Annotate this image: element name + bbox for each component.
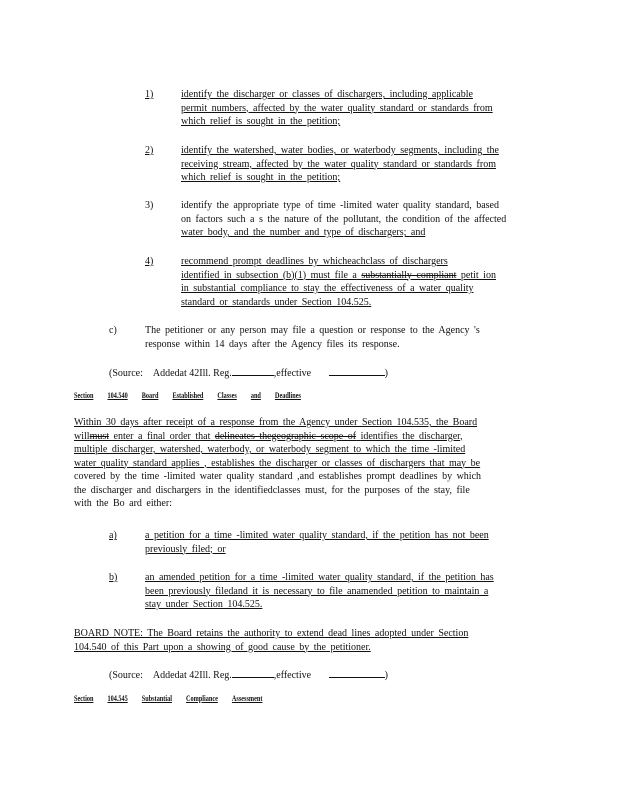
section-540-heading: [74, 391, 301, 401]
sub-item-a-line-2: previously filed; or: [145, 543, 226, 555]
section-540-w4: and: [250, 391, 261, 400]
section-540-w1: Board: [141, 391, 159, 400]
source-1-text: Addedat 42Ill. Reg.: [152, 368, 232, 379]
item-4-line-2-text: identified in subsection (b)(1) must file a: [181, 269, 357, 281]
section-540-label: Section: [74, 391, 94, 400]
source-1-close: ): [384, 368, 388, 379]
main-line-1: Within 30 days after receipt of a response from the Agency under Section 104.535, the Board: [74, 417, 478, 428]
section-545-number: 104.545: [107, 694, 128, 703]
main-line-2-struck-scope: delineates thegeographic scope of: [214, 430, 357, 442]
source-note-1: [109, 367, 388, 380]
item-4-number: 4): [145, 256, 154, 267]
section-545-w1: Substantial: [141, 694, 172, 703]
main-line-2-end: identifies the discharger,: [360, 430, 463, 442]
section-540-w5: Deadlines: [274, 391, 301, 400]
main-line-5: covered by the time -limited water quality standard ,and establishes prompt deadlines by which: [74, 471, 482, 482]
item-1-number: 1): [145, 89, 154, 100]
item-4-line-3: in substantial compliance to stay the effectiveness of a water quality: [181, 283, 474, 294]
section-540-w2: Established: [172, 391, 204, 400]
section-540-w3: Classes: [217, 391, 237, 400]
sub-item-b-line-2: been previously filedand it is necessary to file anamended petition to maintain a: [145, 585, 489, 597]
source-1-open: (Source:: [109, 368, 143, 379]
main-line-2: [74, 430, 481, 444]
main-line-6: the discharger and dischargers in the identifiedclasses must, for the purposes of the stay, file: [74, 484, 470, 496]
item-1-line-2: permit numbers, affected by the water quality standard or standards from: [181, 102, 493, 114]
section-540-number: 104.540: [107, 391, 128, 400]
source-2-date-blank: [329, 677, 385, 678]
section-545-label: Section: [74, 694, 94, 703]
sub-item-a-text: [145, 529, 489, 556]
section-545-heading: [74, 694, 262, 704]
source-note-2: [109, 669, 388, 682]
para-c-label: c): [109, 325, 117, 336]
main-line-2-mid: enter a final order that: [113, 430, 211, 442]
section-545-w2: Compliance: [185, 694, 218, 703]
source-1-date-blank: [329, 375, 385, 376]
main-line-7: with the Bo ard either:: [74, 498, 172, 509]
main-line-2-struck-must: must: [89, 430, 110, 442]
board-note-line-1: BOARD NOTE: The Board retains the authority to extend dead lines adopted under Section: [74, 628, 469, 639]
board-note-line-2: 104.540 of this Part upon a showing of good cause by the petitioner.: [74, 641, 371, 653]
item-3-number: 3): [145, 200, 154, 211]
main-line-2-will: will: [74, 430, 90, 442]
sub-item-b-text: [145, 571, 494, 612]
item-3-line-2: on factors such a s the nature of the pollutant, the condition of the affected: [181, 213, 507, 225]
source-1-reg-blank: [232, 375, 274, 376]
board-note: [74, 627, 468, 654]
main-line-4: water quality standard applies , establishes the discharger or classes of dischargers that may be: [74, 457, 481, 469]
main-line-3: multiple discharger, watershed, waterbody, or waterbody segment to which the time -limited: [74, 444, 466, 455]
item-3-line-3: water body, and the number and type of dischargers; and: [181, 227, 426, 238]
item-2-line-3: which relief is sought in the petition;: [181, 172, 341, 183]
sub-item-b-line-1: an amended petition for a time -limited water quality standard, if the petition has: [145, 572, 494, 583]
item-1-line-3: which relief is sought in the petition;: [181, 116, 341, 127]
item-3-text: [181, 199, 506, 240]
para-c-line-2: response within 14 days after the Agency files its response.: [145, 338, 400, 350]
source-2-reg-blank: [232, 677, 274, 678]
item-1-line-1: identify the discharger or classes of dischargers, including applicable: [181, 89, 473, 100]
source-2-effective: ,effective: [273, 670, 312, 681]
source-1-effective: ,effective: [273, 368, 312, 379]
para-c-text: [145, 324, 480, 351]
item-4-text: [181, 255, 496, 309]
sub-item-a-line-1: a petition for a time -limited water quality standard, if the petition has not been: [145, 530, 489, 541]
source-2-text: Addedat 42Ill. Reg.: [152, 670, 232, 681]
item-2-number: 2): [145, 145, 154, 156]
item-2-line-1: identify the watershed, water bodies, or waterbody segments, including the: [181, 145, 499, 156]
item-4-line-2-end: petit ion: [460, 269, 496, 281]
main-paragraph: [74, 416, 481, 511]
item-1-text: [181, 88, 493, 129]
source-2-open: (Source:: [109, 670, 143, 681]
item-2-line-2: receiving stream, affected by the water quality standard or standards from: [181, 158, 496, 170]
item-4-line-1: recommend prompt deadlines by whicheachclass of dischargers: [181, 256, 448, 267]
sub-item-b-label: b): [109, 572, 118, 583]
item-4-line-4: standard or standards under Section 104.525.: [181, 296, 372, 308]
item-4-line-2: [181, 269, 496, 283]
item-4-struck-text: substantially compliant: [361, 269, 457, 281]
sub-item-a-label: a): [109, 530, 117, 541]
source-2-close: ): [384, 670, 388, 681]
section-545-w3: Assessment: [231, 694, 263, 703]
sub-item-b-line-3: stay under Section 104.525.: [145, 599, 263, 610]
item-3-line-1: identify the appropriate type of time -limited water quality standard, based: [181, 200, 499, 211]
item-2-text: [181, 144, 499, 185]
para-c-line-1: The petitioner or any person may file a question or response to the Agency 's: [145, 325, 480, 336]
